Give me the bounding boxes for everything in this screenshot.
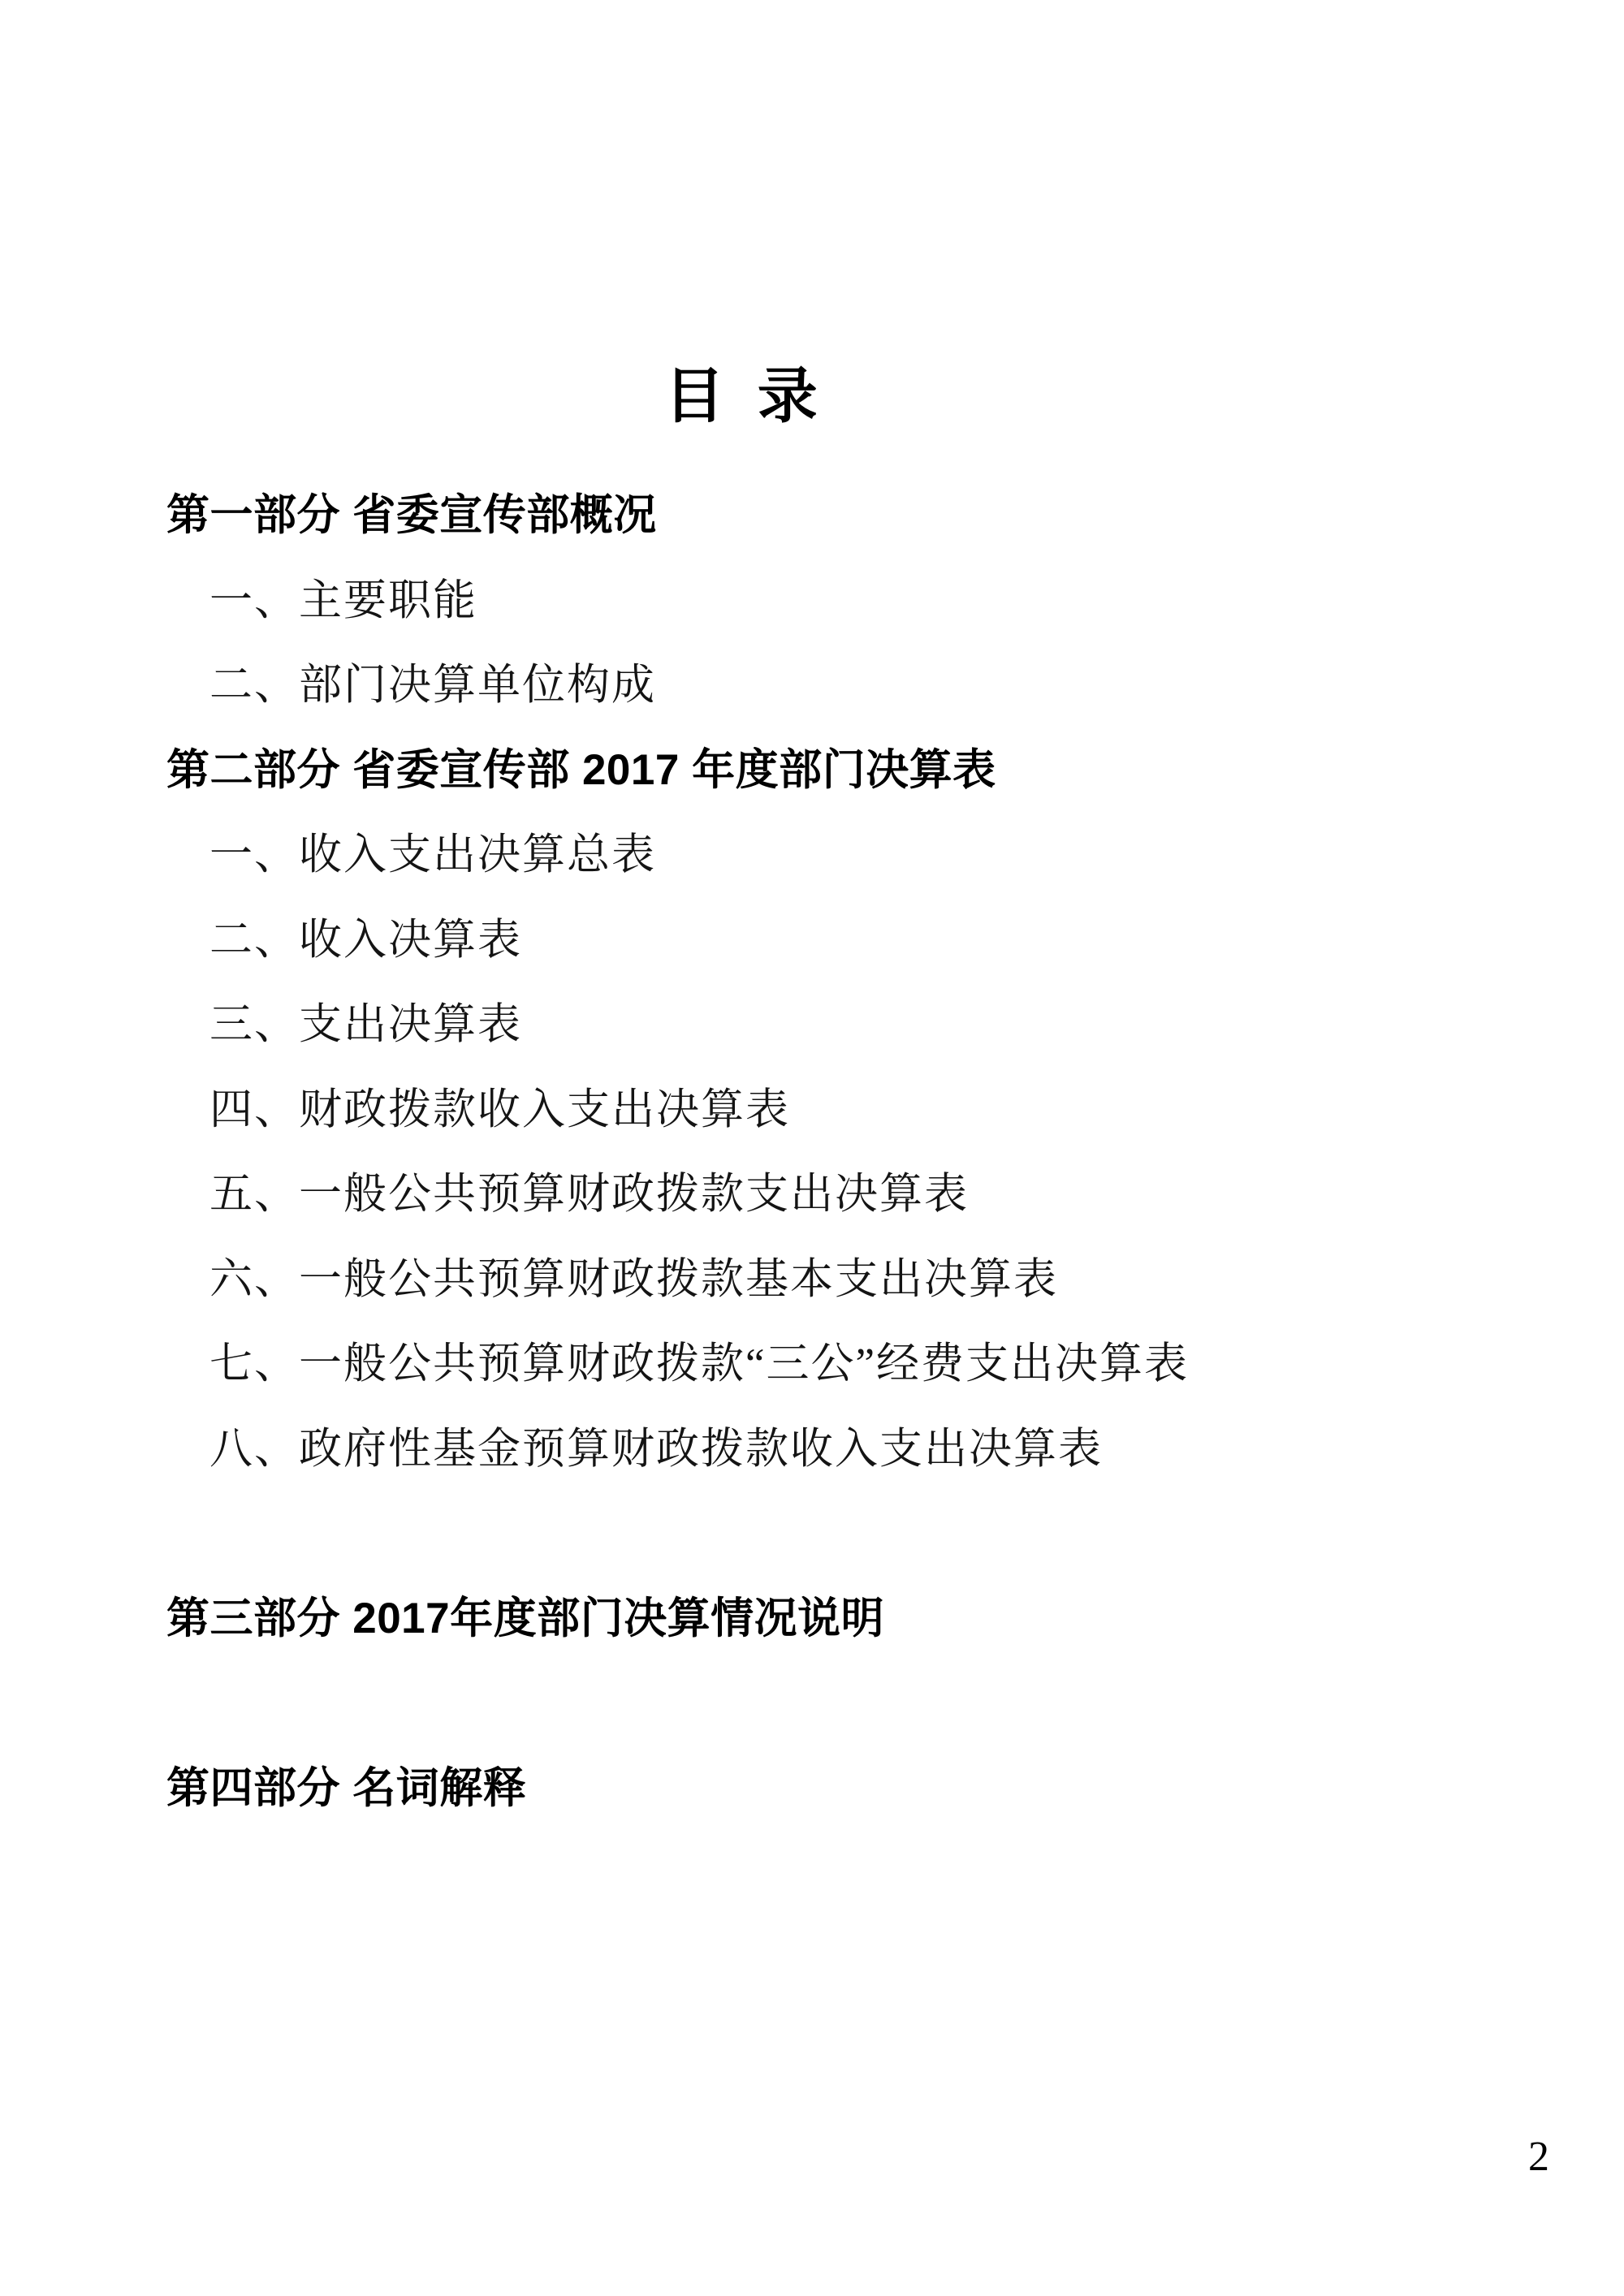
toc-item-1-2: 二、部门决算单位构成 bbox=[209, 662, 656, 710]
part-3-heading: 第三部分 2017年度部门决算情况说明 bbox=[166, 1594, 885, 1642]
page-title: 目 录 bbox=[664, 362, 826, 429]
toc bbox=[166, 469, 1324, 1827]
toc-item-2-1: 一、收入支出决算总表 bbox=[209, 831, 656, 879]
toc-item-2-2: 二、收入决算表 bbox=[209, 916, 522, 964]
toc-item-2-3: 三、支出决算表 bbox=[209, 1001, 522, 1049]
toc-item-2-4: 四、财政拨款收入支出决算表 bbox=[209, 1085, 790, 1133]
part-4-heading: 第四部分 名词解释 bbox=[166, 1763, 527, 1812]
toc-item-2-5: 五、一般公共预算财政拨款支出决算表 bbox=[209, 1171, 969, 1219]
part-2-heading: 第二部分 省委宣传部 2017 年度部门决算表 bbox=[166, 745, 996, 794]
toc-item-1-1: 一、主要职能 bbox=[209, 576, 477, 624]
page-number: 2 bbox=[1528, 2134, 1549, 2180]
blank-line bbox=[166, 1487, 1324, 1573]
toc-item-2-8: 八、政府性基金预算财政拨款收入支出决算表 bbox=[209, 1425, 1103, 1473]
part-1-heading: 第一部分 省委宣传部概况 bbox=[166, 491, 657, 540]
toc-item-2-7: 七、一般公共预算财政拨款“三公”经费支出决算表 bbox=[209, 1340, 1190, 1388]
blank-line bbox=[166, 1657, 1324, 1742]
toc-item-2-6: 六、一般公共预算财政拨款基本支出决算表 bbox=[209, 1255, 1058, 1303]
